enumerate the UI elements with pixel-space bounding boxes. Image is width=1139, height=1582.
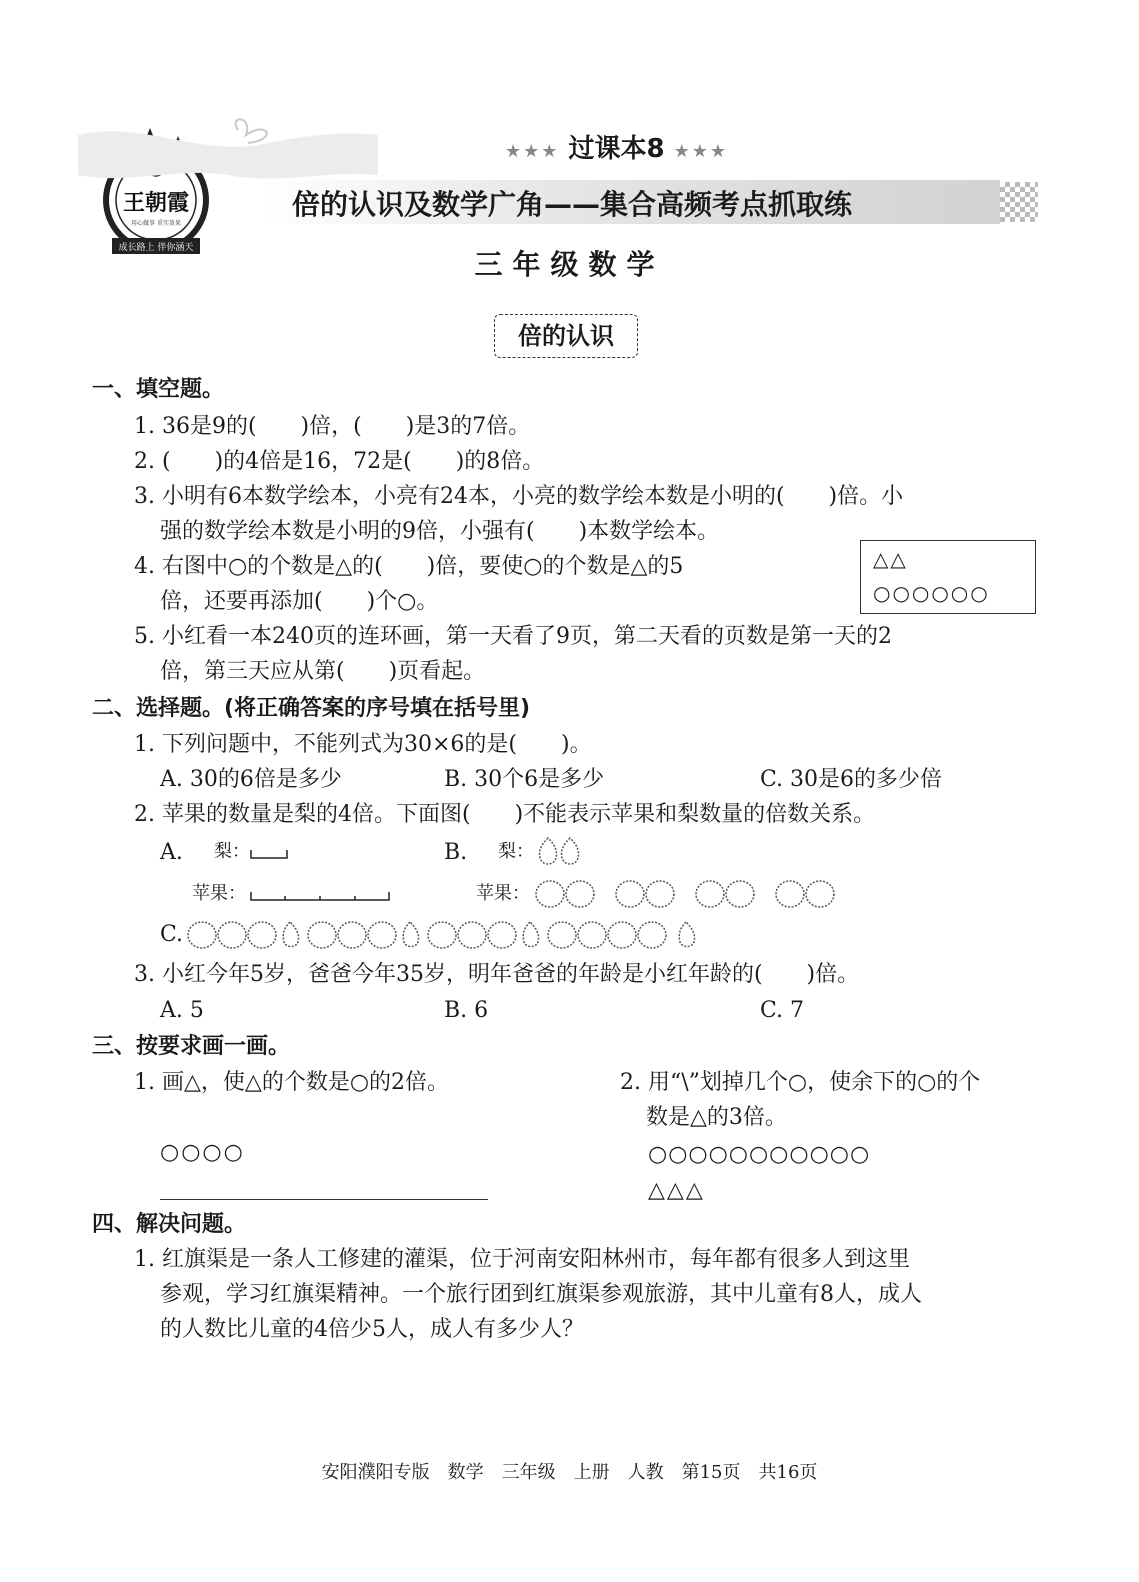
star-icon: ★★★ <box>673 141 729 162</box>
s3-q2-line2: 数是△的3倍。 <box>646 1105 787 1130</box>
pear-label-b: 梨： <box>498 841 534 862</box>
logo-name: 王朝霞 <box>122 190 190 216</box>
section-2-title: 二、选择题。(将正确答案的序号填在括号里) <box>92 696 531 721</box>
s2-q2: 2. 苹果的数量是梨的4倍。下面图( )不能表示苹果和梨数量的倍数关系。 <box>134 802 876 827</box>
apple-label-a: 苹果： <box>192 883 246 904</box>
q4-figure <box>860 540 1036 614</box>
apple-bar <box>250 890 392 902</box>
logo-motto: 成长路上 伴你涵天 <box>118 243 194 253</box>
main-title: 倍的认识及数学广角——集合高频考点抓取练 <box>292 188 853 221</box>
pear-label-a: 梨： <box>214 841 250 862</box>
star-icon: ★★★ <box>505 141 560 162</box>
s2-q1-option-a: A. 30的6倍是多少 <box>160 767 342 792</box>
drawing-line <box>160 1199 488 1200</box>
s1-q4-line2: 倍，还要再添加( )个○。 <box>160 589 439 614</box>
s3-q1: 1. 画△，使△的个数是○的2倍。 <box>134 1070 450 1095</box>
series-label <box>505 128 728 165</box>
s1-q3-line1: 3. 小明有6本数学绘本，小亮有24本，小亮的数学绘本数是小明的( )倍。小 <box>134 484 904 509</box>
s3-q2-triangles: △△△ <box>648 1178 705 1203</box>
s2-q1-option-c: C. 30是6的多少倍 <box>760 767 943 792</box>
pear-bar <box>250 848 290 860</box>
grade-title: 三年级数学 <box>474 248 665 281</box>
logo-small: 用心做事 重实效果 <box>131 220 181 227</box>
s3-q2-line1: 2. 用“\”划掉几个○，使余下的○的个 <box>620 1070 981 1095</box>
page-footer: 安阳濮阳专版 数学 三年级 上册 人教 第15页 共16页 <box>321 1462 818 1483</box>
s1-q5-line2: 倍，第三天应从第( )页看起。 <box>160 659 486 684</box>
section-1-title: 一、填空题。 <box>92 377 225 402</box>
triangle-row: △△ <box>873 547 908 571</box>
s3-q2-circles: ○○○○○○○○○○○ <box>648 1142 871 1167</box>
s2-q3-option-a: A. 5 <box>160 998 204 1023</box>
apple-icons-b <box>534 876 848 910</box>
pear-icons <box>536 834 586 870</box>
s1-q2: 2. ( )的4倍是16，72是( )的8倍。 <box>134 449 545 474</box>
s2-q2-option-c: C. <box>160 922 184 947</box>
s2-q1-option-b: B. 30个6是多少 <box>444 767 605 792</box>
s1-q1: 1. 36是9的( )倍，( )是3的7倍。 <box>134 414 531 439</box>
checker-decoration <box>1000 182 1038 222</box>
s1-q4-line1: 4. 右图中○的个数是△的( )倍，要使○的个数是△的5 <box>134 554 684 579</box>
s2-q3: 3. 小红今年5岁，爸爸今年35岁，明年爸爸的年龄是小红年龄的( )倍。 <box>134 962 860 987</box>
section-3-title: 三、按要求画一画。 <box>92 1034 291 1059</box>
s4-q1-line1: 1. 红旗渠是一条人工修建的灌渠，位于河南安阳林州市，每年都有很多人到这里 <box>134 1247 910 1272</box>
s2-q1: 1. 下列问题中，不能列式为30×6的是( )。 <box>134 732 592 757</box>
s2-q3-option-c: C. 7 <box>760 998 805 1023</box>
mixed-fruit-icons <box>186 916 706 952</box>
s3-q1-circles: ○○○○ <box>160 1140 245 1165</box>
series-text: 过课本8 <box>568 134 665 164</box>
section-4-title: 四、解决问题。 <box>92 1212 247 1237</box>
s4-q1-line3: 的人数比儿童的4倍少5人，成人有多少人？ <box>160 1317 584 1342</box>
apple-label-b: 苹果： <box>476 883 530 904</box>
s2-q2-option-a: A. <box>160 840 183 865</box>
s1-q5-line1: 5. 小红看一本240页的连环画，第一天看了9页，第二天看的页数是第一天的2 <box>134 624 892 649</box>
s4-q1-line2: 参观，学习红旗渠精神。一个旅行团到红旗渠参观旅游，其中儿童有8人，成人 <box>160 1282 922 1307</box>
circle-row: ○○○○○○ <box>873 581 990 605</box>
section-title: 倍的认识 <box>494 314 638 358</box>
s1-q3-line2: 强的数学绘本数是小明的9倍，小强有( )本数学绘本。 <box>160 519 720 544</box>
s2-q2-option-b: B. <box>444 840 468 865</box>
s2-q3-option-b: B. 6 <box>444 998 489 1023</box>
